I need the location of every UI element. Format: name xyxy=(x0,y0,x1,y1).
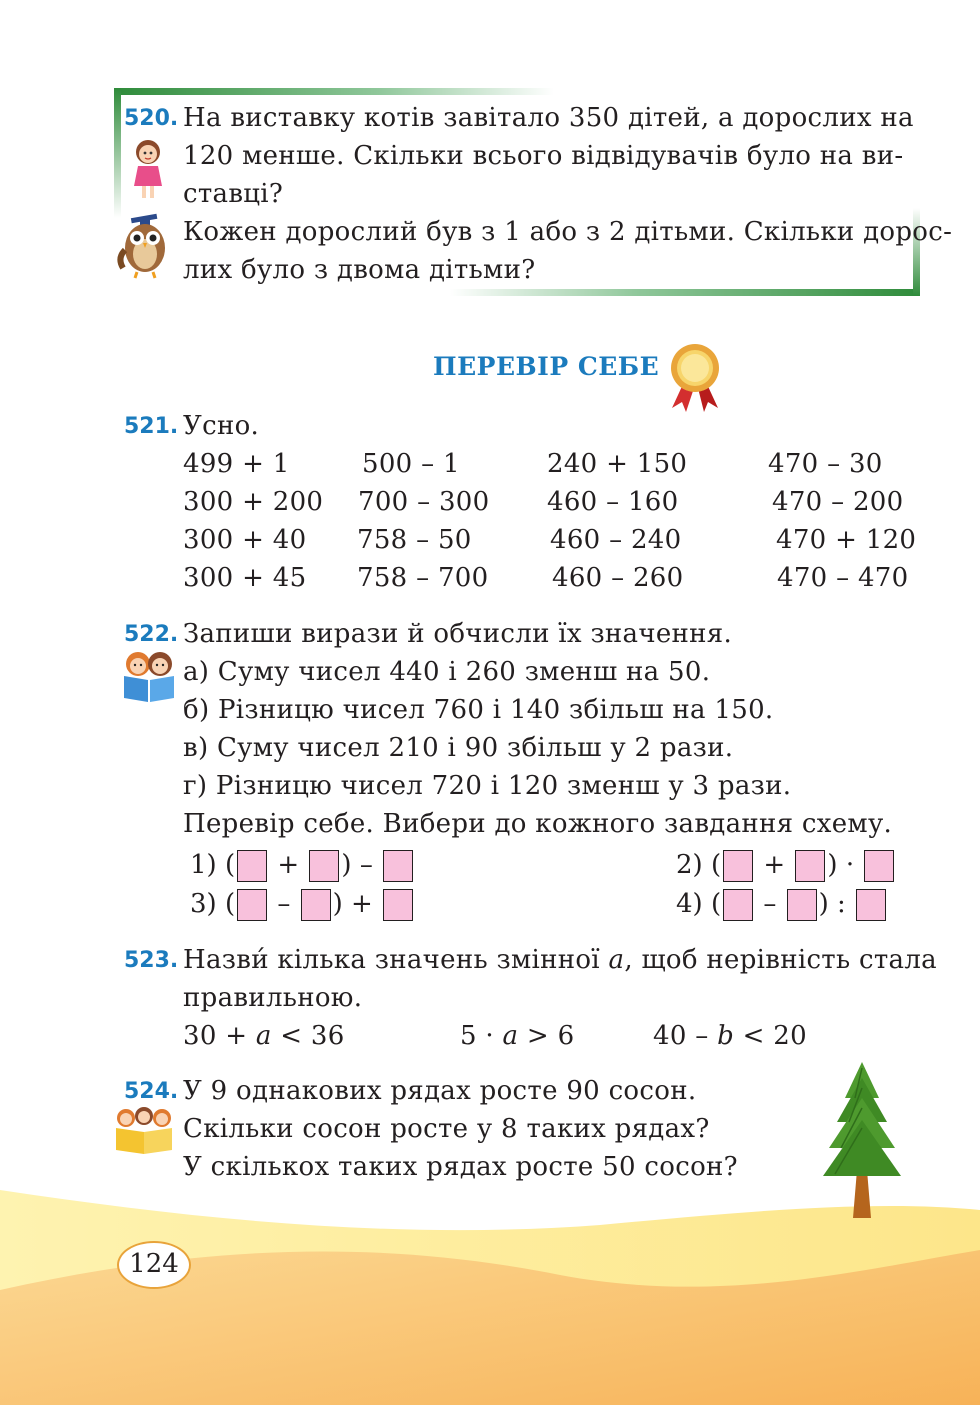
text: 5 · xyxy=(460,1021,503,1051)
variable: a xyxy=(608,945,625,975)
task-number: 521. xyxy=(124,414,179,439)
scheme-close: ) : xyxy=(818,889,846,919)
expr: 758 – 50 xyxy=(357,525,472,555)
scheme-label: 1) ( xyxy=(190,850,236,880)
scheme-label: 3) ( xyxy=(190,889,236,919)
task-522-item-c: в) Суму чисел 210 і 90 збільш у 2 рази. xyxy=(183,733,734,763)
task-number: 524. xyxy=(124,1079,179,1104)
pink-box xyxy=(237,889,267,921)
children-reading-icon xyxy=(118,648,180,702)
text: 30 + xyxy=(183,1021,256,1051)
text: Назви́ кілька значень змінної xyxy=(183,945,609,975)
expr: 460 – 260 xyxy=(552,563,684,593)
task-522-item-d: г) Різницю чисел 720 і 120 зменш у 3 рази. xyxy=(183,771,792,801)
scheme-label: 2) ( xyxy=(676,850,722,880)
pink-box xyxy=(301,889,331,921)
variable: a xyxy=(255,1021,272,1051)
pine-tree-icon xyxy=(815,1058,910,1220)
scheme-op: + xyxy=(763,850,786,880)
task-520-extra-line-1: Кожен дорослий був з 1 або з 2 дітьми. Скільки дорос- xyxy=(183,217,953,247)
task-520-line-1: На виставку котів завітало 350 дітей, а дорослих на xyxy=(183,103,914,133)
task-number: 522. xyxy=(124,622,179,647)
pink-box xyxy=(723,889,753,921)
expr: 470 – 470 xyxy=(777,563,909,593)
scheme-3 xyxy=(190,885,415,923)
scheme-label: 4) ( xyxy=(676,889,722,919)
inequality xyxy=(183,1017,345,1055)
task-520-line-3: ставці? xyxy=(183,179,284,209)
task-number: 520. xyxy=(124,106,179,131)
scheme-op: + xyxy=(277,850,300,880)
task-522-item-a: а) Суму чисел 440 і 260 зменш на 50. xyxy=(183,657,711,687)
text: 40 – xyxy=(653,1021,718,1051)
expr: 240 + 150 xyxy=(547,449,688,479)
task-524-line-3: У скількох таких рядах росте 50 сосон? xyxy=(183,1152,738,1182)
scheme-close: ) – xyxy=(341,850,373,880)
children-book-icon xyxy=(112,1104,176,1154)
task-524-line-1: У 9 однакових рядах росте 90 сосон. xyxy=(183,1076,697,1106)
pink-box xyxy=(723,850,753,882)
expr: 460 – 240 xyxy=(550,525,682,555)
expr: 470 + 120 xyxy=(776,525,917,555)
text: < 20 xyxy=(734,1021,807,1051)
task-number: 523. xyxy=(124,948,179,973)
pink-box xyxy=(383,889,413,921)
text: > 6 xyxy=(518,1021,575,1051)
task-520-line-2: 120 менше. Скільки всього відвідувачів було на ви- xyxy=(183,141,904,171)
inequality xyxy=(460,1017,574,1055)
scheme-close: ) + xyxy=(332,889,373,919)
scheme-op: – xyxy=(763,889,777,919)
expr: 500 – 1 xyxy=(362,449,460,479)
pink-box xyxy=(795,850,825,882)
expr: 470 – 200 xyxy=(772,487,904,517)
pink-box xyxy=(787,889,817,921)
pink-box xyxy=(237,850,267,882)
expr: 470 – 30 xyxy=(768,449,883,479)
page-number-badge xyxy=(117,1241,191,1289)
medal-icon xyxy=(664,342,726,414)
pink-box xyxy=(856,889,886,921)
expr: 460 – 160 xyxy=(547,487,679,517)
expr: 700 – 300 xyxy=(358,487,490,517)
pink-box xyxy=(309,850,339,882)
inequality xyxy=(653,1017,807,1055)
expr: 300 + 200 xyxy=(183,487,324,517)
scheme-op: – xyxy=(277,889,291,919)
scheme-2 xyxy=(676,846,896,884)
task-522-title: Запиши вирази й обчисли їх значення. xyxy=(183,619,733,649)
task-523-line-1 xyxy=(183,941,937,979)
page-number: 124 xyxy=(129,1249,179,1279)
task-522-item-b: б) Різницю чисел 760 і 140 збільш на 150. xyxy=(183,695,774,725)
pink-box xyxy=(864,850,894,882)
girl-icon xyxy=(128,138,168,200)
task-524-line-2: Скільки сосон росте у 8 таких рядах? xyxy=(183,1114,710,1144)
scheme-close: ) · xyxy=(827,850,855,880)
section-title: ПЕРЕВІР СЕБЕ xyxy=(433,352,660,381)
pink-box xyxy=(383,850,413,882)
variable: b xyxy=(717,1021,735,1051)
expr: 758 – 700 xyxy=(357,563,489,593)
text: , щоб нерівність стала xyxy=(624,945,937,975)
scheme-4 xyxy=(676,885,888,923)
task-521-title: Усно. xyxy=(183,411,260,441)
owl-icon xyxy=(113,212,173,280)
expr: 300 + 40 xyxy=(183,525,307,555)
task-522-check: Перевір себе. Вибери до кожного завдання схему. xyxy=(183,809,893,839)
expr: 300 + 45 xyxy=(183,563,307,593)
expr: 499 + 1 xyxy=(183,449,290,479)
variable: a xyxy=(502,1021,519,1051)
scheme-1 xyxy=(190,846,415,884)
task-523-line-2: правильною. xyxy=(183,983,363,1013)
task-520-extra-line-2: лих було з двома дітьми? xyxy=(183,255,536,285)
text: < 36 xyxy=(271,1021,345,1051)
